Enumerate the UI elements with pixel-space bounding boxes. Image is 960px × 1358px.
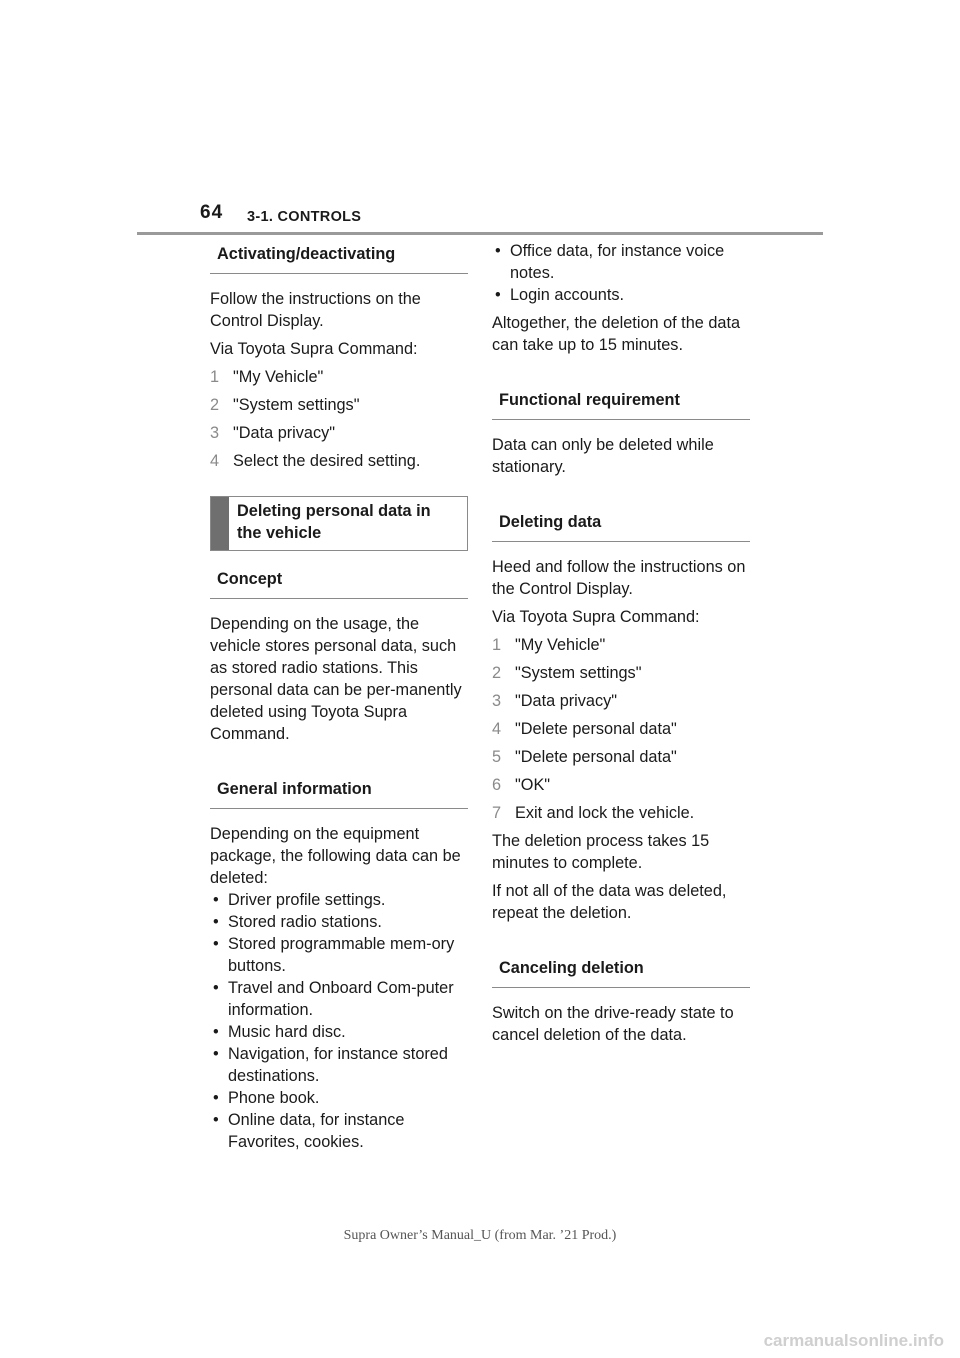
- general-bullets: [210, 889, 468, 1153]
- list-item: • Stored radio stations.: [210, 911, 468, 933]
- step-item: [492, 634, 750, 656]
- heading-deleting-data: Deleting data: [492, 508, 750, 542]
- deleting-steps: [492, 634, 750, 824]
- step-number: 1: [492, 636, 502, 654]
- right-column: [492, 240, 750, 1052]
- list-item: • Online data, for instance Favorites, cookies.: [210, 1109, 468, 1153]
- heading-concept: Concept: [210, 565, 468, 599]
- step-number: 6: [492, 776, 502, 794]
- list-item: • Travel and Onboard Com-puter information.: [210, 977, 468, 1021]
- step-text: "System settings": [233, 396, 360, 414]
- list-item: • Office data, for instance voice notes.: [492, 240, 750, 284]
- step-text: "System settings": [515, 664, 642, 682]
- step-text: "Data privacy": [515, 692, 618, 710]
- list-item: • Phone book.: [210, 1087, 468, 1109]
- step-number: 5: [492, 748, 502, 766]
- watermark[interactable]: carmanualsonline.info: [763, 1331, 944, 1350]
- heading-marker-bar: [211, 497, 229, 550]
- step-number: 4: [492, 720, 502, 738]
- step-text: "Data privacy": [233, 424, 336, 442]
- step-item: [492, 802, 750, 824]
- page-number: 64: [200, 202, 224, 223]
- step-item: [210, 394, 468, 416]
- step-text: "My Vehicle": [233, 368, 324, 386]
- section-label: 3-1. CONTROLS: [247, 209, 362, 225]
- step-number: 7: [492, 804, 502, 822]
- list-item: • Stored programmable mem-ory buttons.: [210, 933, 468, 977]
- step-text: "OK": [515, 776, 551, 794]
- activating-via: Via Toyota Supra Command:: [210, 340, 418, 358]
- heading-general-information: General information: [210, 775, 468, 809]
- deleting-repeat: If not all of the data was deleted, repeat the deletion.: [492, 882, 727, 922]
- step-item: [492, 774, 750, 796]
- step-item: [210, 450, 468, 472]
- step-number: 3: [210, 424, 220, 442]
- activating-intro: Follow the instructions on the Control Display.: [210, 290, 421, 330]
- step-text: Exit and lock the vehicle.: [515, 804, 695, 822]
- step-number: 2: [492, 664, 502, 682]
- concept-text: Depending on the usage, the vehicle stores personal data, such as stored radio stations. This personal data can be per-manently deleted using Toyota Supra Command.: [210, 615, 462, 743]
- list-item: • Driver profile settings.: [210, 889, 468, 911]
- heading-functional-requirement: Functional requirement: [492, 386, 750, 420]
- step-text: "Delete personal data": [515, 748, 677, 766]
- list-item: • Music hard disc.: [210, 1021, 468, 1043]
- heading-deleting-personal-data-label: Deleting personal data in the vehicle: [237, 502, 431, 542]
- general-text: Depending on the equipment package, the following data can be deleted:: [210, 825, 461, 887]
- step-item: [492, 746, 750, 768]
- continued-bullets: [492, 240, 750, 306]
- step-item: [492, 718, 750, 740]
- left-column: [210, 240, 468, 1159]
- list-item: • Login accounts.: [492, 284, 750, 306]
- step-text: "Delete personal data": [515, 720, 677, 738]
- step-item: [210, 422, 468, 444]
- list-item: • Navigation, for instance stored destinations.: [210, 1043, 468, 1087]
- step-item: [492, 662, 750, 684]
- heading-deleting-personal-data: [210, 496, 468, 551]
- step-item: [210, 366, 468, 388]
- step-number: 3: [492, 692, 502, 710]
- deleting-intro: Heed and follow the instructions on the Control Display.: [492, 558, 746, 598]
- functional-text: Data can only be deleted while stationary.: [492, 436, 714, 476]
- deleting-duration: The deletion process takes 15 minutes to complete.: [492, 832, 710, 872]
- footer-text: Supra Owner’s Manual_U (from Mar. ’21 Prod.): [343, 1228, 617, 1243]
- step-item: [492, 690, 750, 712]
- step-text: Select the desired setting.: [233, 452, 421, 470]
- heading-canceling-deletion: Canceling deletion: [492, 954, 750, 988]
- step-number: 4: [210, 452, 220, 470]
- cont-text: Altogether, the deletion of the data can take up to 15 minutes.: [492, 314, 741, 354]
- canceling-text: Switch on the drive-ready state to cancel deletion of the data.: [492, 1004, 734, 1044]
- header-divider: [137, 232, 823, 235]
- step-number: 1: [210, 368, 220, 386]
- deleting-via: Via Toyota Supra Command:: [492, 608, 700, 626]
- activating-steps: [210, 366, 468, 472]
- step-number: 2: [210, 396, 220, 414]
- heading-activating: Activating/deactivating: [210, 240, 468, 274]
- step-text: "My Vehicle": [515, 636, 606, 654]
